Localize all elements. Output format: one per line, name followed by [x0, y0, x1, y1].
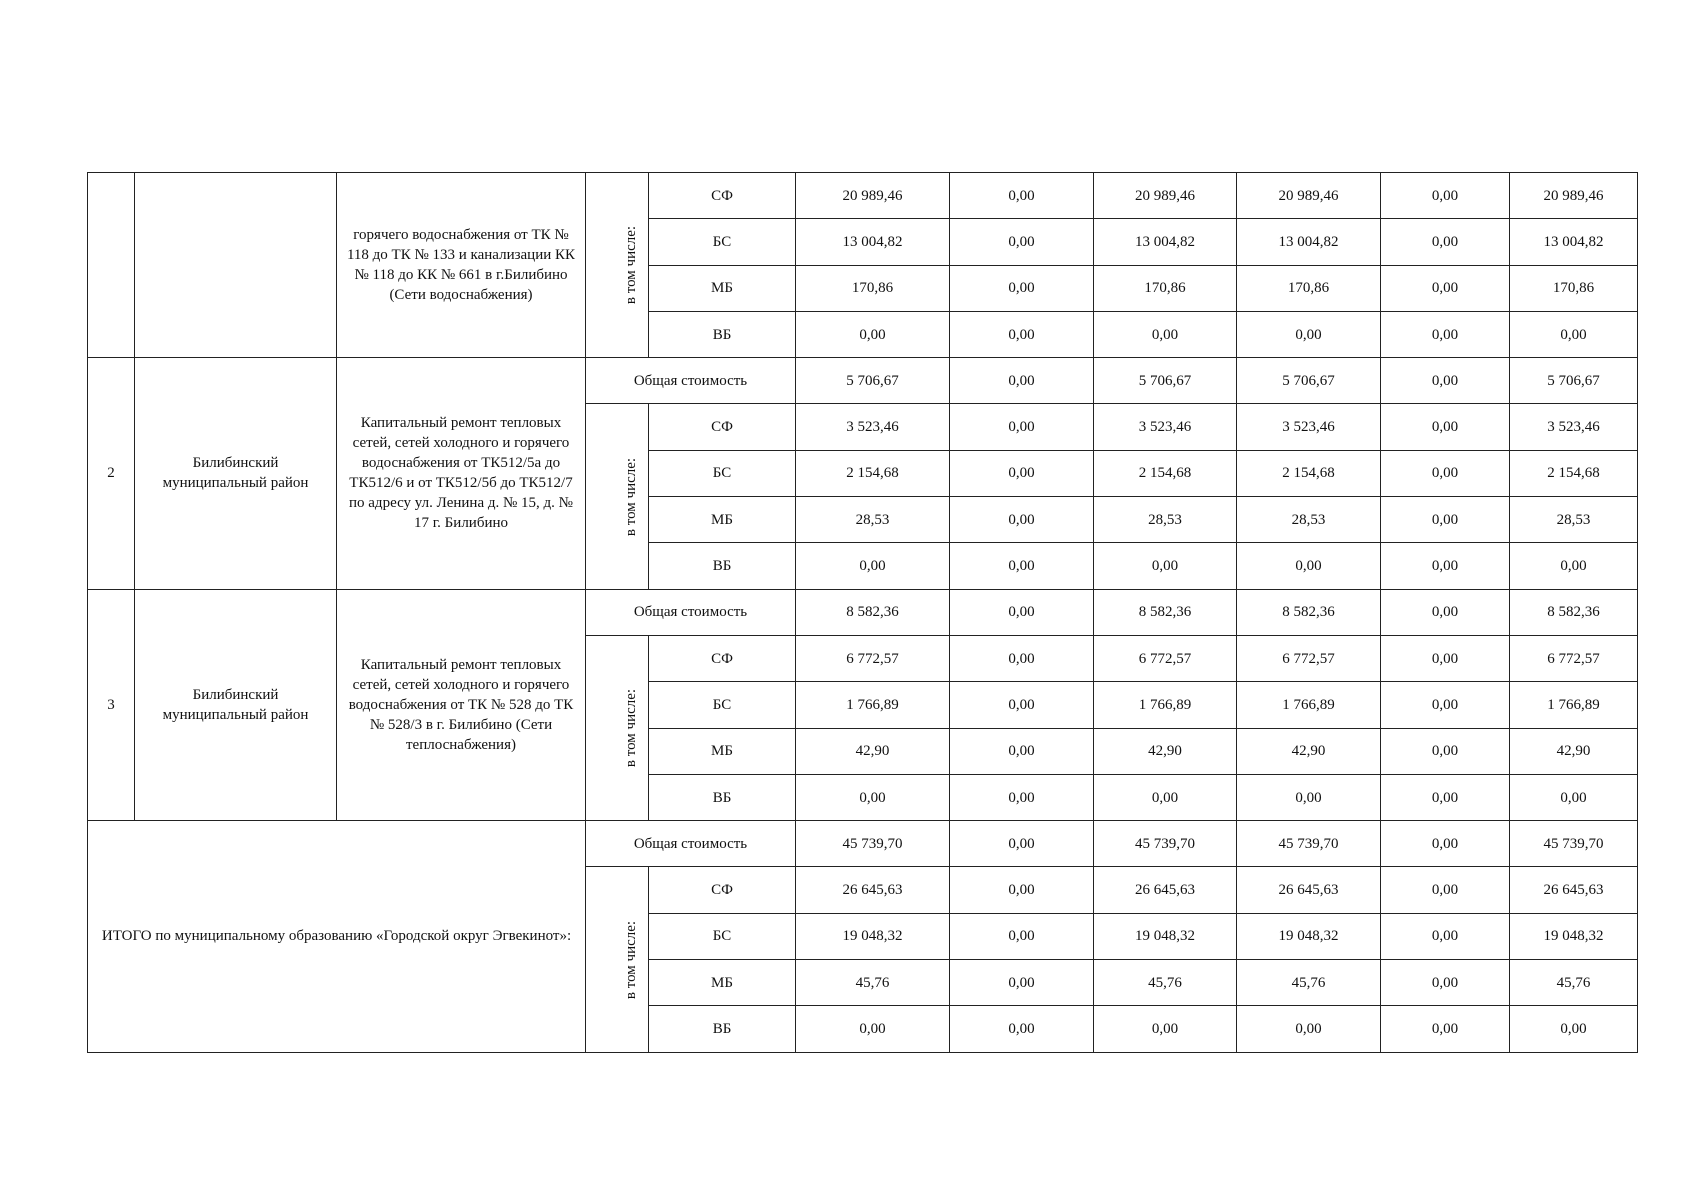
value-cell: 45 739,70 [1237, 821, 1381, 867]
value-cell: 6 772,57 [1094, 635, 1237, 681]
value-cell: 0,00 [1381, 219, 1510, 265]
value-cell: 0,00 [950, 543, 1094, 589]
source-label: СФ [649, 173, 796, 219]
value-cell: 0,00 [796, 543, 950, 589]
table-row [88, 358, 1638, 404]
value-cell: 45,76 [796, 960, 950, 1006]
value-cell: 0,00 [950, 219, 1094, 265]
value-cell: 2 154,68 [796, 450, 950, 496]
value-cell: 0,00 [1381, 682, 1510, 728]
value-cell: 45,76 [1237, 960, 1381, 1006]
source-label: БС [649, 219, 796, 265]
value-cell: 0,00 [950, 1006, 1094, 1052]
value-cell: 0,00 [1381, 265, 1510, 311]
value-cell: 0,00 [1381, 960, 1510, 1006]
in-that-number-label: в том числе: [586, 635, 649, 820]
object-description: Капитальный ремонт тепловых сетей, сетей холодного и горячего водоснабжения от ТК512/5а до ТК512/6 и от ТК512/5б до ТК512/7 по адресу ул. Ленина д. № 15, д. № 17 г. Билибино [337, 358, 586, 589]
source-label: МБ [649, 265, 796, 311]
district-name: Билибинский муниципальный район [135, 358, 337, 589]
value-cell: 170,86 [1510, 265, 1638, 311]
value-cell: 20 989,46 [1510, 173, 1638, 219]
value-cell: 0,00 [796, 774, 950, 820]
value-cell: 28,53 [1094, 497, 1237, 543]
value-cell: 0,00 [950, 960, 1094, 1006]
value-cell: 1 766,89 [1237, 682, 1381, 728]
value-cell: 19 048,32 [1510, 913, 1638, 959]
value-cell: 2 154,68 [1237, 450, 1381, 496]
value-cell: 0,00 [1381, 404, 1510, 450]
value-cell: 1 766,89 [1094, 682, 1237, 728]
value-cell: 0,00 [950, 497, 1094, 543]
value-cell: 19 048,32 [796, 913, 950, 959]
value-cell: 2 154,68 [1510, 450, 1638, 496]
value-cell: 20 989,46 [1094, 173, 1237, 219]
value-cell: 0,00 [1237, 1006, 1381, 1052]
value-cell: 3 523,46 [796, 404, 950, 450]
total-cost-label: Общая стоимость [586, 358, 796, 404]
value-cell: 0,00 [1094, 1006, 1237, 1052]
value-cell: 0,00 [1381, 821, 1510, 867]
source-label: СФ [649, 867, 796, 913]
value-cell: 8 582,36 [796, 589, 950, 635]
value-cell: 0,00 [950, 913, 1094, 959]
in-that-number-label: в том числе: [586, 404, 649, 589]
table-row [88, 173, 1638, 219]
value-cell: 0,00 [1381, 728, 1510, 774]
value-cell: 3 523,46 [1237, 404, 1381, 450]
row-number: 2 [88, 358, 135, 589]
value-cell: 0,00 [1381, 913, 1510, 959]
value-cell: 42,90 [1094, 728, 1237, 774]
value-cell: 13 004,82 [1510, 219, 1638, 265]
value-cell: 0,00 [1381, 450, 1510, 496]
value-cell: 45 739,70 [1094, 821, 1237, 867]
value-cell: 1 766,89 [1510, 682, 1638, 728]
value-cell: 45 739,70 [1510, 821, 1638, 867]
value-cell: 0,00 [1381, 311, 1510, 357]
value-cell: 0,00 [950, 867, 1094, 913]
value-cell: 26 645,63 [1094, 867, 1237, 913]
value-cell: 28,53 [796, 497, 950, 543]
value-cell: 0,00 [1094, 311, 1237, 357]
value-cell: 45 739,70 [796, 821, 950, 867]
row-number: 3 [88, 589, 135, 820]
in-that-number-label: в том числе: [586, 867, 649, 1052]
value-cell: 0,00 [1381, 358, 1510, 404]
value-cell: 42,90 [796, 728, 950, 774]
value-cell: 1 766,89 [796, 682, 950, 728]
table-row [88, 589, 1638, 635]
value-cell: 0,00 [1510, 311, 1638, 357]
source-label: ВБ [649, 1006, 796, 1052]
value-cell: 45,76 [1094, 960, 1237, 1006]
value-cell: 45,76 [1510, 960, 1638, 1006]
value-cell: 5 706,67 [1094, 358, 1237, 404]
source-label: ВБ [649, 543, 796, 589]
district-name: Билибинский муниципальный район [135, 589, 337, 820]
value-cell: 5 706,67 [796, 358, 950, 404]
value-cell: 0,00 [796, 311, 950, 357]
value-cell: 0,00 [1237, 543, 1381, 589]
source-label: ВБ [649, 774, 796, 820]
value-cell: 0,00 [796, 1006, 950, 1052]
value-cell: 170,86 [1094, 265, 1237, 311]
value-cell: 0,00 [1237, 311, 1381, 357]
value-cell: 0,00 [1510, 543, 1638, 589]
value-cell: 0,00 [1381, 774, 1510, 820]
value-cell: 0,00 [1381, 635, 1510, 681]
value-cell: 26 645,63 [1237, 867, 1381, 913]
value-cell: 0,00 [1381, 867, 1510, 913]
value-cell: 0,00 [1381, 1006, 1510, 1052]
value-cell: 19 048,32 [1237, 913, 1381, 959]
value-cell: 13 004,82 [796, 219, 950, 265]
value-cell: 0,00 [950, 821, 1094, 867]
value-cell: 28,53 [1510, 497, 1638, 543]
value-cell: 42,90 [1237, 728, 1381, 774]
value-cell: 6 772,57 [1237, 635, 1381, 681]
value-cell: 170,86 [796, 265, 950, 311]
source-label: МБ [649, 960, 796, 1006]
value-cell: 0,00 [1381, 173, 1510, 219]
value-cell: 0,00 [1094, 774, 1237, 820]
value-cell: 13 004,82 [1094, 219, 1237, 265]
in-that-number-label: в том числе: [586, 173, 649, 358]
value-cell: 0,00 [1381, 543, 1510, 589]
total-cost-label: Общая стоимость [586, 821, 796, 867]
value-cell: 0,00 [950, 173, 1094, 219]
value-cell: 0,00 [950, 774, 1094, 820]
value-cell: 6 772,57 [1510, 635, 1638, 681]
value-cell: 3 523,46 [1510, 404, 1638, 450]
value-cell: 0,00 [950, 682, 1094, 728]
value-cell: 28,53 [1237, 497, 1381, 543]
district-name [135, 173, 337, 358]
row-number [88, 173, 135, 358]
value-cell: 0,00 [1094, 543, 1237, 589]
source-label: ВБ [649, 311, 796, 357]
value-cell: 20 989,46 [796, 173, 950, 219]
value-cell: 0,00 [1381, 497, 1510, 543]
value-cell: 8 582,36 [1237, 589, 1381, 635]
value-cell: 0,00 [950, 358, 1094, 404]
value-cell: 0,00 [950, 404, 1094, 450]
value-cell: 0,00 [950, 589, 1094, 635]
source-label: БС [649, 682, 796, 728]
value-cell: 13 004,82 [1237, 219, 1381, 265]
value-cell: 8 582,36 [1094, 589, 1237, 635]
source-label: БС [649, 450, 796, 496]
value-cell: 0,00 [950, 728, 1094, 774]
total-cost-label: Общая стоимость [586, 589, 796, 635]
object-description: горячего водоснабжения от ТК № 118 до ТК № 133 и канализации КК № 118 до КК № 661 в г.Билибино (Сети водоснабжения) [337, 173, 586, 358]
value-cell: 42,90 [1510, 728, 1638, 774]
value-cell: 8 582,36 [1510, 589, 1638, 635]
value-cell: 0,00 [1381, 589, 1510, 635]
value-cell: 0,00 [950, 265, 1094, 311]
source-label: МБ [649, 497, 796, 543]
value-cell: 6 772,57 [796, 635, 950, 681]
value-cell: 5 706,67 [1510, 358, 1638, 404]
value-cell: 170,86 [1237, 265, 1381, 311]
source-label: МБ [649, 728, 796, 774]
value-cell: 19 048,32 [1094, 913, 1237, 959]
value-cell: 26 645,63 [1510, 867, 1638, 913]
value-cell: 0,00 [950, 635, 1094, 681]
object-description: Капитальный ремонт тепловых сетей, сетей холодного и горячего водоснабжения от ТК № 528 до ТК № 528/3 в г. Билибино (Сети теплоснабжения) [337, 589, 586, 820]
source-label: СФ [649, 404, 796, 450]
value-cell: 0,00 [1510, 1006, 1638, 1052]
source-label: СФ [649, 635, 796, 681]
value-cell: 5 706,67 [1237, 358, 1381, 404]
source-label: БС [649, 913, 796, 959]
value-cell: 26 645,63 [796, 867, 950, 913]
value-cell: 0,00 [950, 311, 1094, 357]
value-cell: 20 989,46 [1237, 173, 1381, 219]
financing-table [87, 172, 1638, 1053]
table-row [88, 821, 1638, 867]
value-cell: 0,00 [950, 450, 1094, 496]
grand-total-label: ИТОГО по муниципальному образованию «Городской округ Эгвекинот»: [88, 821, 586, 1052]
value-cell: 0,00 [1237, 774, 1381, 820]
value-cell: 0,00 [1510, 774, 1638, 820]
value-cell: 2 154,68 [1094, 450, 1237, 496]
value-cell: 3 523,46 [1094, 404, 1237, 450]
